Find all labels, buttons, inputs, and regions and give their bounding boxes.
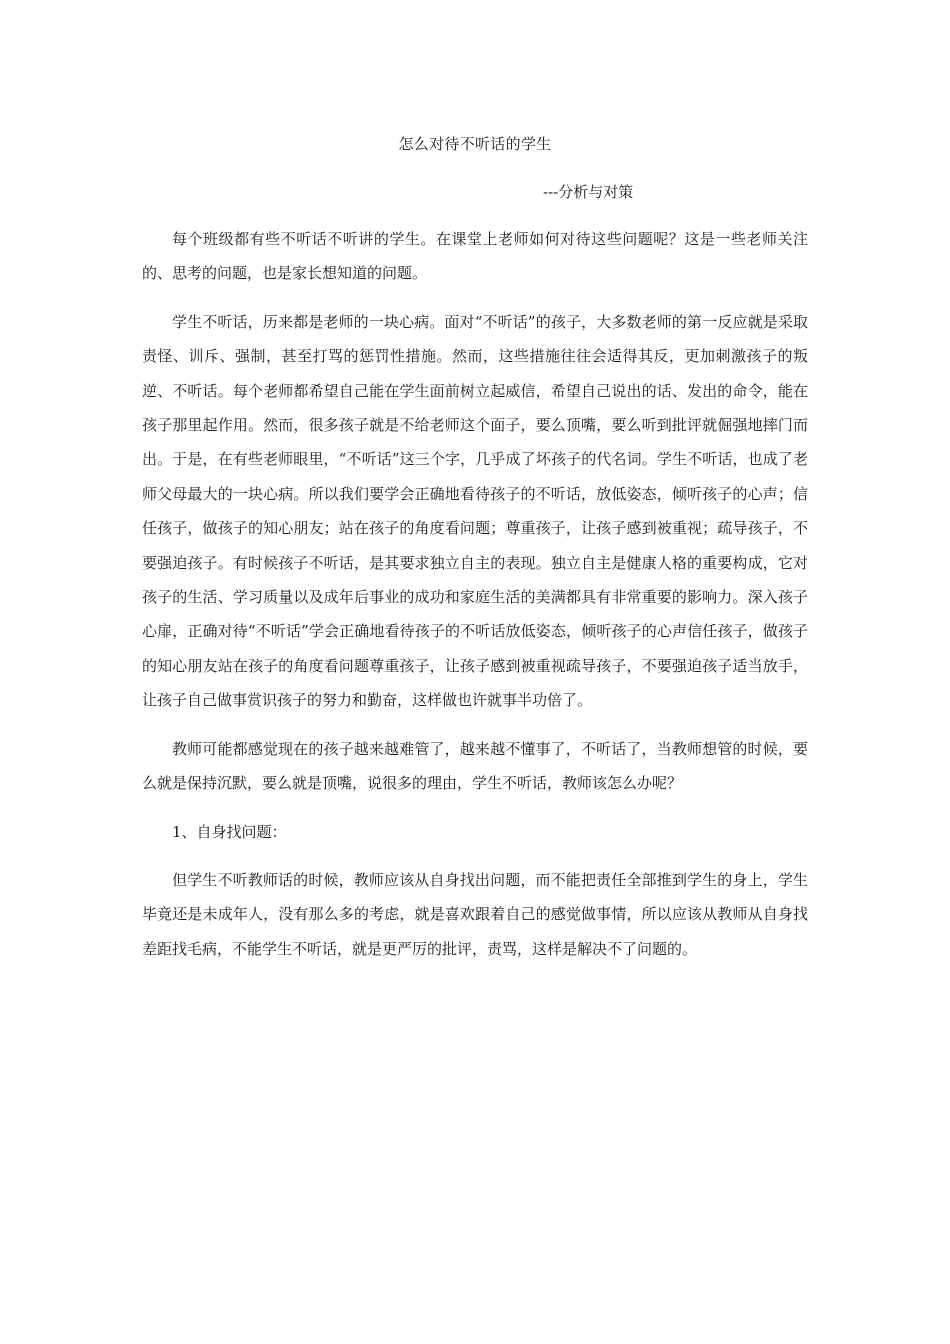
paragraph-intro: 每个班级都有些不听话不听讲的学生。在课堂上老师如何对待这些问题呢？这是一些老师关注的、思考的问题，也是家长想知道的问题。 bbox=[142, 230, 808, 283]
document-title: 怎么对待不听话的学生 bbox=[398, 135, 552, 153]
document-body bbox=[142, 222, 808, 980]
paragraph-section-1: 但学生不听教师话的时候，教师应该从自身找出问题，而不能把责任全部推到学生的身上，学生毕竟还是未成年人，没有那么多的考虑，就是喜欢跟着自己的感觉做事情，所以应该从教师从自身找差距找毛病，不能学生不听话，就是更严厉的批评，责骂，这样是解决不了问题的。 bbox=[142, 870, 808, 958]
section-heading-1: 1、自身找问题： bbox=[172, 822, 287, 841]
paragraph-main: 学生不听话，历来都是老师的一块心病。面对“不听话”的孩子，大多数老师的第一反应就是采取责怪、训斥、强制，甚至打骂的惩罚性措施。然而，这些措施往往会适得其反，更加刺激孩子的叛逆、不听话。每个老师都希望自己能在学生面前树立起威信，希望自己说出的话、发出的命令，能在孩子那里起作用。然而，很多孩子就是不给老师这个面子，要么顶嘴，要么听到批评就倔强地摔门而出。于是，在有些老师眼里，“不听话”这三个字，几乎成了坏孩子的代名词。学生不听话，也成了老师父母最大的一块心病。所以我们要学会正确地看待孩子的不听话，放低姿态，倾听孩子的心声；信任孩子，做孩子的知心朋友；站在孩子的角度看问题；尊重孩子，让孩子感到被重视；疏导孩子，不要强迫孩子。有时候孩子不听话，是其要求独立自主的表现。独立自主是健康人格的重要构成，它对孩子的生活、学习质量以及成年后事业的成功和家庭生活的美满都具有非常重要的影响力。深入孩子心扉，正确对待“不听话”学会正确地看待孩子的不听话放低姿态，倾听孩子的心声信任孩子，做孩子的知心朋友站在孩子的角度看问题尊重孩子，让孩子感到被重视疏导孩子，不要强迫孩子适当放手，让孩子自己做事赏识孩子的努力和勤奋，这样做也许就事半功倍了。 bbox=[142, 312, 808, 710]
document-subtitle: ---分析与对策 bbox=[543, 183, 634, 201]
paragraph-question: 教师可能都感觉现在的孩子越来越难管了，越来越不懂事了，不听话了，当教师想管的时候，要么就是保持沉默，要么就是顶嘴，说很多的理由，学生不听话，教师该怎么办呢？ bbox=[142, 739, 808, 793]
